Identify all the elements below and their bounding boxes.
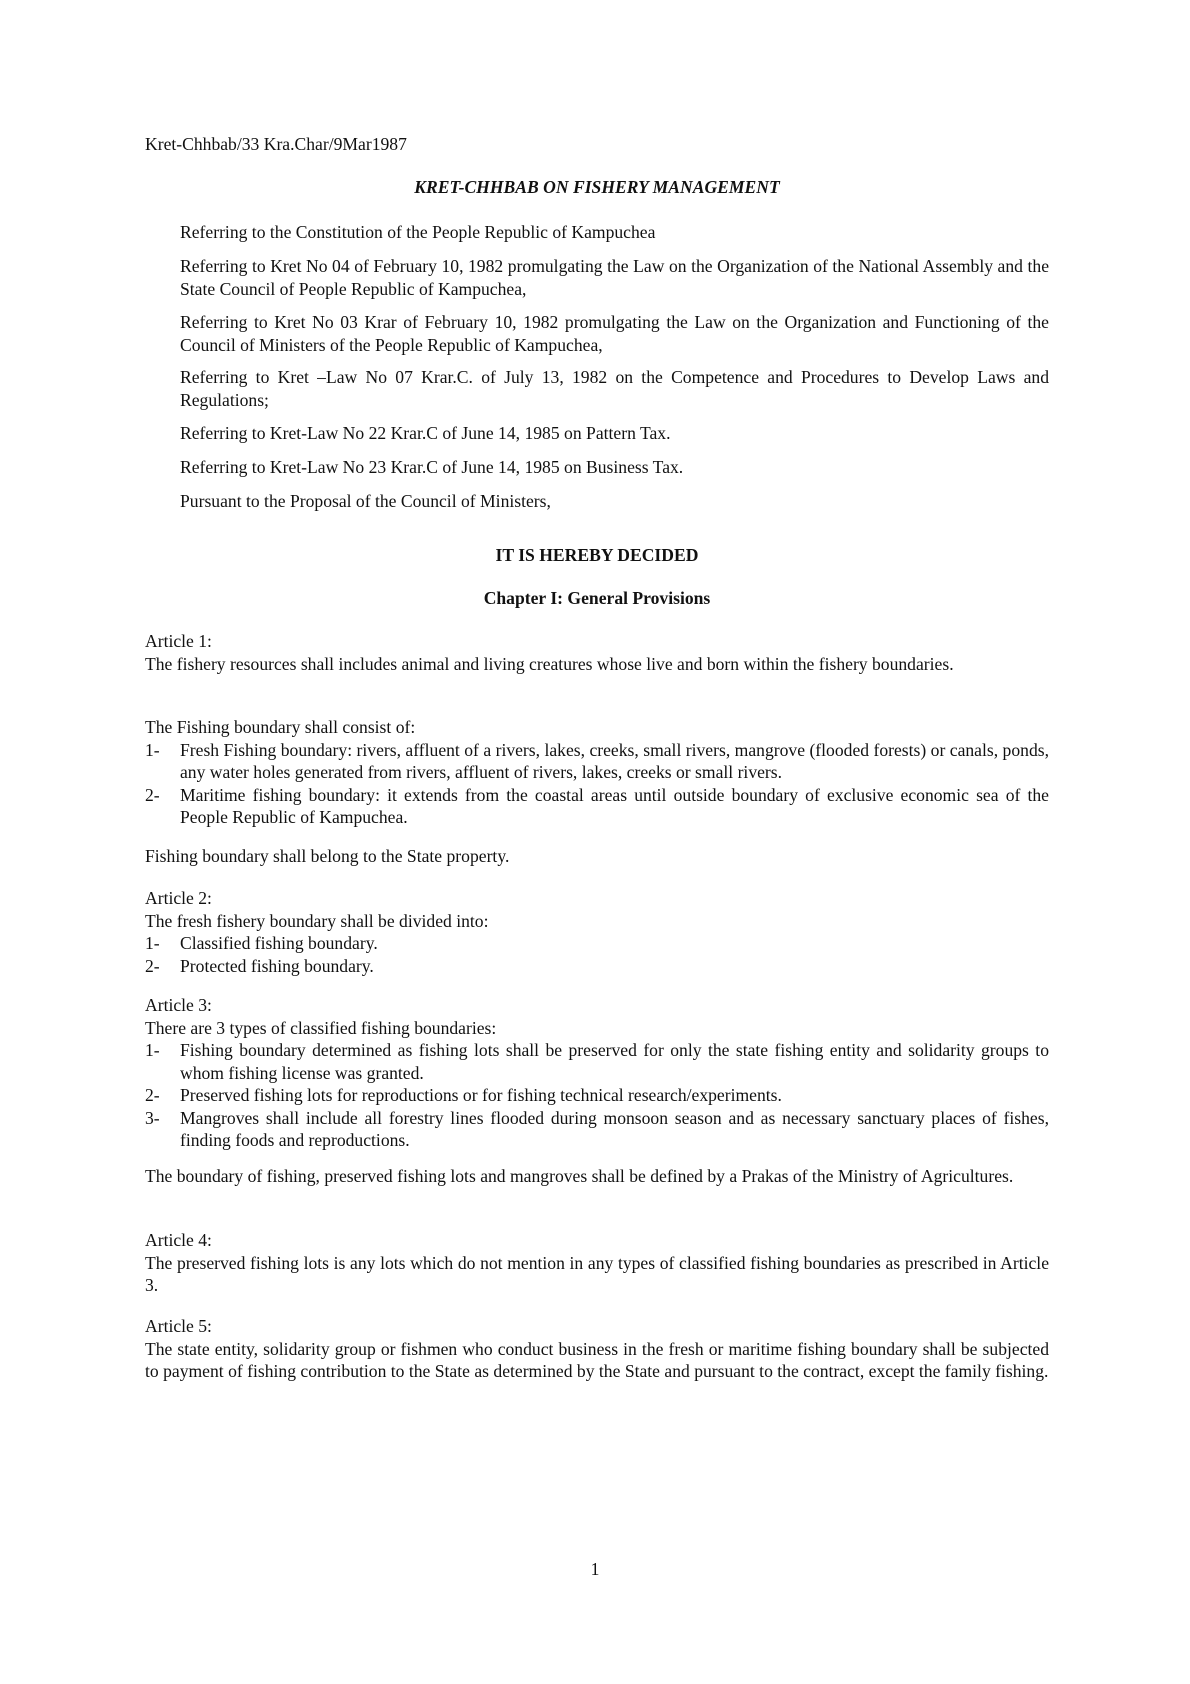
list-item-number: 2- <box>145 784 160 805</box>
list-item-number: 3- <box>145 1107 160 1128</box>
numbered-list <box>145 932 1049 977</box>
article-heading: Article 2: <box>145 888 212 908</box>
list-item-text: Fresh Fishing boundary: rivers, affluent of a rivers, lakes, creeks, small rivers, mangrove (flooded forests) or canals, ponds, any water holes generated from rivers, affluent of rivers, lakes, creeks or small rivers. <box>180 739 1049 782</box>
preamble-paragraph: Referring to Kret –Law No 07 Krar.C. of July 13, 1982 on the Competence and Procedures to Develop Laws and Regulations; <box>180 367 1049 410</box>
chapter-heading: Chapter I: General Provisions <box>483 588 711 608</box>
list-item-number: 2- <box>145 1085 160 1105</box>
article-2 <box>145 887 1049 977</box>
list-item-number: 1- <box>145 1040 160 1060</box>
list-item-text: Fishing boundary determined as fishing lots shall be preserved for only the state fishing entity and solidarity groups to whom fishing license was granted. <box>180 1040 1049 1083</box>
numbered-list <box>145 739 1049 829</box>
preamble-paragraph: Referring to Kret No 03 Krar of February 10, 1982 promulgating the Law on the Organization and Functioning of the Council of Ministers of the People Republic of Kampuchea, <box>180 312 1049 355</box>
list-item <box>145 1107 1049 1152</box>
list-item-text: Mangroves shall include all forestry lines flooded during monsoon season and as necessary sanctuary places of fishes, finding foods and reproductions. <box>180 1107 1049 1150</box>
article-heading: Article 1: <box>145 631 212 651</box>
list-item <box>145 955 1049 978</box>
article-heading: Article 3: <box>145 995 212 1015</box>
list-intro: There are 3 types of classified fishing boundaries: <box>145 1017 497 1038</box>
list-item-number: 2- <box>145 955 160 976</box>
preamble-paragraph: Referring to Kret No 04 of February 10, 1982 promulgating the Law on the Organization of the National Assembly and the State Council of People Republic of Kampuchea, <box>180 256 1049 299</box>
page-number: 1 <box>590 1559 600 1579</box>
article-5 <box>145 1315 1049 1383</box>
article-closing: The boundary of fishing, preserved fishing lots and mangroves shall be defined by a Prakas of the Ministry of Agricultures. <box>145 1166 1014 1186</box>
article-1-boundary-list <box>145 716 1049 829</box>
list-item-number: 1- <box>145 739 160 760</box>
list-item-text: Protected fishing boundary. <box>180 955 374 976</box>
list-item <box>145 1084 1049 1107</box>
article-text: The fishery resources shall includes animal and living creatures whose live and born within the fishery boundaries. <box>145 653 954 674</box>
list-item <box>145 784 1049 829</box>
numbered-list <box>145 1039 1049 1152</box>
document-title: KRET-CHHBAB ON FISHERY MANAGEMENT <box>414 177 780 197</box>
article-3 <box>145 994 1049 1152</box>
list-item-text: Classified fishing boundary. <box>180 933 378 953</box>
preamble-paragraph: Pursuant to the Proposal of the Council of Ministers, <box>180 491 551 511</box>
document-reference: Kret-Chhbab/33 Kra.Char/9Mar1987 <box>145 134 407 154</box>
list-item <box>145 739 1049 784</box>
list-item <box>145 1039 1049 1084</box>
article-heading: Article 4: <box>145 1230 212 1250</box>
preamble-paragraph: Referring to Kret-Law No 22 Krar.C of June 14, 1985 on Pattern Tax. <box>180 423 671 443</box>
list-item-text: Maritime fishing boundary: it extends from the coastal areas until outside boundary of exclusive economic sea of the People Republic of Kampuchea. <box>180 784 1049 827</box>
list-item-text: Preserved fishing lots for reproductions or for fishing technical research/experiments. <box>180 1085 782 1105</box>
article-closing: Fishing boundary shall belong to the State property. <box>145 846 510 866</box>
article-text: The state entity, solidarity group or fishmen who conduct business in the fresh or maritime fishing boundary shall be subjected to payment of fishing contribution to the State as determined by the State and pursuant to the contract, except the family fishing. <box>145 1338 1049 1381</box>
article-4 <box>145 1229 1049 1297</box>
article-1 <box>145 630 1049 675</box>
article-heading: Article 5: <box>145 1316 212 1336</box>
list-intro: The Fishing boundary shall consist of: <box>145 717 416 737</box>
list-intro: The fresh fishery boundary shall be divided into: <box>145 910 489 931</box>
decision-heading: IT IS HEREBY DECIDED <box>495 545 699 565</box>
article-text: The preserved fishing lots is any lots which do not mention in any types of classified fishing boundaries as prescribed in Article 3. <box>145 1252 1049 1295</box>
list-item-number: 1- <box>145 933 160 953</box>
preamble-paragraph: Referring to Kret-Law No 23 Krar.C of June 14, 1985 on Business Tax. <box>180 457 684 477</box>
preamble-paragraph: Referring to the Constitution of the People Republic of Kampuchea <box>180 222 656 242</box>
list-item <box>145 932 1049 955</box>
